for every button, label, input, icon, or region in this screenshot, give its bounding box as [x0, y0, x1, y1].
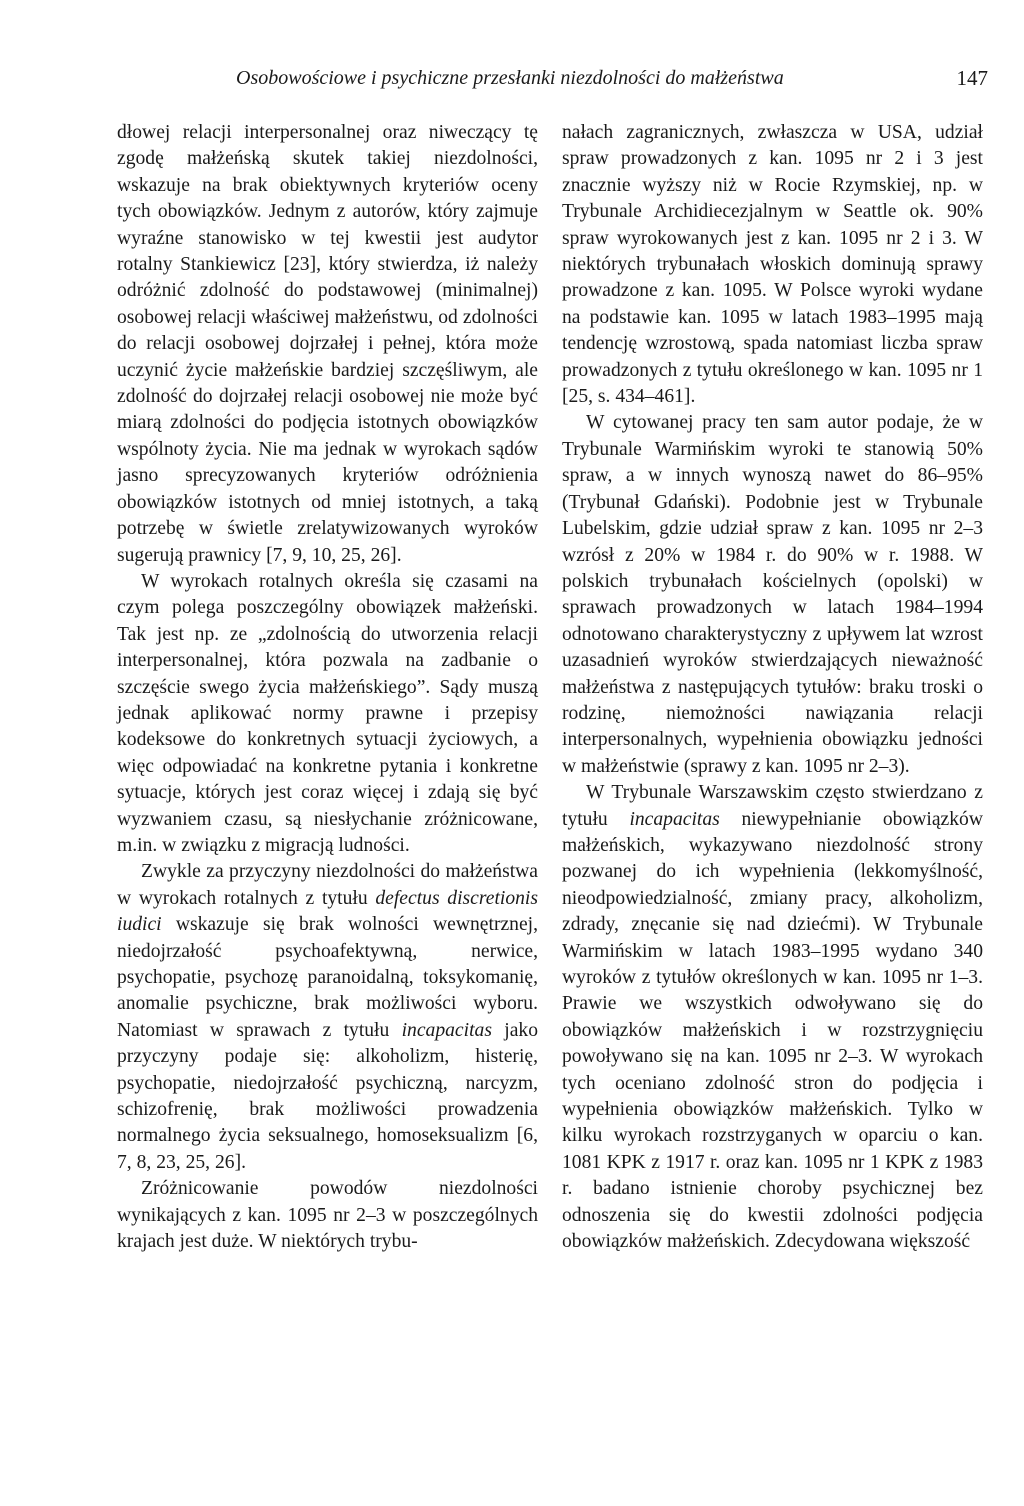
text-run: W Trybunale Warszawskim często stwierdzano z tytułu [562, 782, 983, 830]
text-run: Zwykle za przyczyny niezdolności do małżeństwa w wyrokach rotalnych z tytułu [117, 861, 538, 909]
running-header [236, 63, 988, 93]
latin-term: defectus discretionis iudici [117, 887, 538, 936]
right-column [562, 120, 983, 1255]
paragraph: W wyrokach rotalnych określa się czasami na czym polega poszczególny obowiązek małżeński. Tak jest np. ze „zdolnością do utworzenia relacji interpersonalnej, która pozwala na zadbanie o szczęście swego życia małżeńskiego”. Sądy muszą jednak aplikować normy prawne i przepisy kodeksowe do konkretnych sytuacji życiowych, a więc odpowiadać na konkretne pytania i konkretne sytuacje, których jest coraz więcej i zdają się być wyzwaniem czasu, są niesłychanie zróżnicowane, m.in. w związku z migracją ludności. [117, 570, 538, 856]
paragraph: W cytowanej pracy ten sam autor podaje, że w Trybunale Warmińskim wyroki te stanowią 50% spraw, a w innych wynoszą nawet do 86–95% (Trybunał Gdański). Podobnie jest w Trybunale Lubelskim, gdzie udział spraw z kan. 1095 nr 2–3 wzrósł z 20% w 1984 r. do 90% w r. 1988. W polskich trybunałach kościelnych (opolski) w sprawach prowadzonych w latach 1984–1994 odnotowano charakterystyczny z upływem lat wzrost uzasadnień wyroków stwierdzających nieważność małżeństwa z następujących tytułów: braku troski o rodzinę, niemożności nawiązania relacji interpersonalnych, wypełnienia obowiązku jedności w małżeństwie (sprawy z kan. 1095 nr 2–3). [562, 412, 983, 777]
paragraph: Zróżnicowanie powodów niezdolności wynikających z kan. 1095 nr 2–3 w poszczególnych krajach jest duże. W niektórych trybu- [117, 1178, 538, 1253]
paragraph: dłowej relacji interpersonalnej oraz niweczący tę zgodę małżeńską skutek takiej niezdolności, wskazuje na brak obiektywnych kryteriów oceny tych obowiązków. Jednym z autorów, który zajmuje wyraźne stanowisko w tej kwestii jest audytor rotalny Stankiewicz [23], który stwierdza, iż należy odróżnić zdolność do podstawowej (minimalnej) osobowej relacji właściwej małżeństwu, od zdolności do relacji osobowej dojrzałej i pełnej, która może uczynić życie małżeńskie bardziej szczęśliwym, ale zdolność do dojrzałej relacji osobowej nie może być miarą zdolności do podjęcia istotnych obowiązków wspólnoty życia. Nie ma jednak w wyrokach sądów jasno sprecyzowanych kryteriów odróżnienia obowiązków istotnych od mniej istotnych, a taką potrzebę w świetle zrelatywizowanych wyroków sugerują prawnicy [7, 9, 10, 25, 26]. [117, 122, 538, 566]
latin-term: incapacitas [401, 1019, 492, 1041]
running-title: Osobowościowe i psychiczne przesłanki niezdolności do małżeństwa [236, 67, 784, 89]
paragraph [117, 859, 538, 1176]
text-run: wskazuje się brak wolności wewnętrznej, niedojrzałość psychoafektywną, nerwice, psychopatie, psychozę paranoidalną, toksykomanię, anomalie psychiczne, brak możliwości wyboru. Natomiast w sprawach z tytułu [117, 914, 538, 1041]
page-number: 147 [956, 66, 988, 90]
paragraph [562, 780, 983, 1255]
paragraph: nałach zagranicznych, zwłaszcza w USA, udział spraw prowadzonych z kan. 1095 nr 2 i 3 jest znacznie wyższy niż w Rocie Rzymskiej, np. w Trybunale Archidiecezjalnym w Seattle ok. 90% spraw wyrokowanych jest z kan. 1095 nr 2 i 3. W niektórych trybunałach włoskich dominują sprawy prowadzone z kan. 1095. W Polsce wyroki wydane na podstawie kan. 1095 w latach 1983–1995 mają tendencję wzrostową, spada natomiast liczba spraw prowadzonych z tytułu określonego w kan. 1095 nr 1 [25, s. 434–461]. [562, 122, 983, 408]
left-column [117, 120, 538, 1255]
text-run: jako przyczyny podaje się: alkoholizm, histerię, psychopatie, niedojrzałość psychiczną, narcyzm, schizofrenię, brak możliwości prowadzenia normalnego życia seksualnego, homoseksualizm [6, 7, 8, 23, 25, 26]. [117, 1019, 538, 1173]
latin-term: incapacitas [629, 808, 720, 830]
text-run: niewypełnianie obowiązków małżeńskich, wykazywano niezdolność strony pozwanej do ich wypełnienia (lekkomyślność, nieodpowiedzialność, zmiany pracy, alkoholizm, zdrady, znęcanie się nad dziećmi). W Trybunale Warmińskim w latach 1983–1995 wydano 340 wyroków z tytułów określonych w kan. 1095 nr 1–3. Prawie we wszystkich odwoływano się do obowiązków małżeńskich i w rozstrzygnięciu powoływano się na kan. 1095 nr 2–3. W wyrokach tych oceniano zdolność stron do podjęcia i wypełnienia obowiązków małżeńskich. Tylko w kilku wyrokach rozstrzyganych w oparciu o kan. 1081 KPK z 1917 r. oraz kan. 1095 nr 1 KPK z 1983 r. badano istnienie choroby psychicznej bez odnoszenia się do kwestii zdolności podjęcia obowiązków małżeńskich. Zdecydowana większość [562, 808, 983, 1253]
